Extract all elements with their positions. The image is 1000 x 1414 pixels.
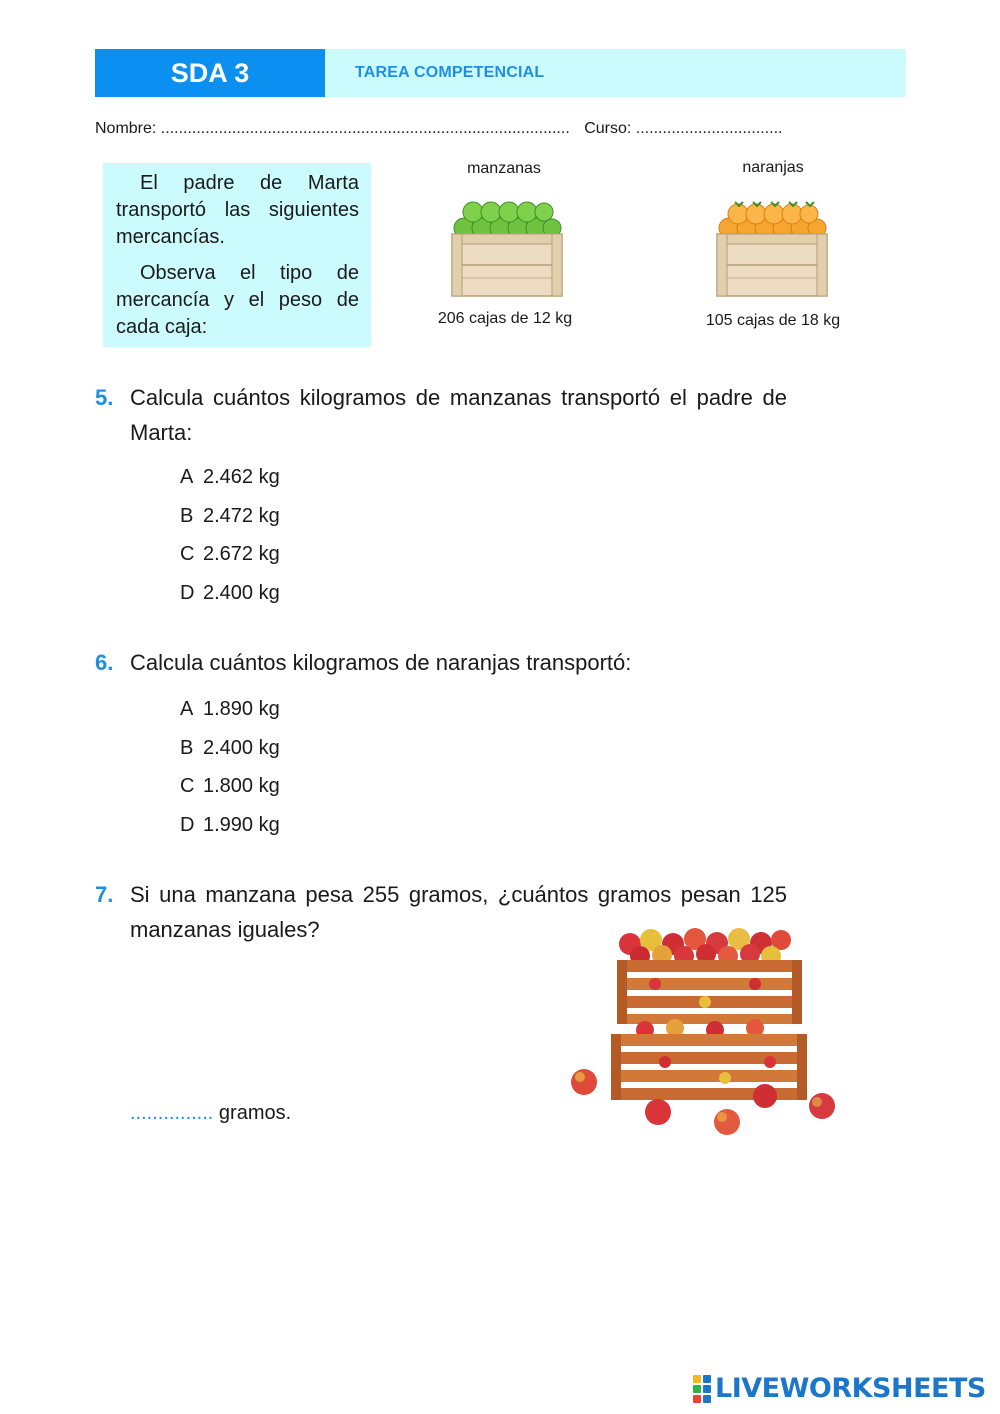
apple-crates-photo (565, 922, 845, 1144)
option-b[interactable]: B 2.400 kg (180, 736, 280, 759)
question-6-options (180, 698, 280, 853)
unit-code: SDA 3 (95, 49, 325, 97)
option-d[interactable]: D 1.990 kg (180, 814, 280, 837)
task-title: TAREA COMPETENCIAL (325, 49, 906, 97)
brand-logo-icon (693, 1375, 711, 1403)
liveworksheets-brand (693, 1373, 986, 1404)
question-number: 6. (95, 650, 114, 675)
option-a[interactable]: A 1.890 kg (180, 698, 280, 720)
intro-box (103, 163, 371, 347)
intro-paragraph-2: Observa el tipo de mercancía y el peso de cada caja: (116, 262, 359, 338)
question-number: 5. (95, 385, 114, 410)
question-5 (95, 380, 787, 450)
apples-label: manzanas (467, 160, 541, 177)
oranges-caption: 105 cajas de 18 kg (705, 312, 841, 329)
question-number: 7. (95, 882, 114, 907)
orange-crate-icon (713, 190, 831, 298)
apple-crate-icon (448, 190, 566, 298)
apple-fruits (454, 202, 561, 238)
name-field[interactable]: Nombre: ............................................................................................ (95, 120, 570, 137)
question-text: Si una manzana pesa 255 gramos, ¿cuántos gramos pesan 125 manzanas iguales? (130, 882, 787, 942)
question-5-options (180, 466, 280, 621)
question-text: Calcula cuántos kilogramos de naranjas transportó: (130, 650, 632, 675)
option-a[interactable]: A 2.462 kg (180, 466, 280, 488)
upper-crate (617, 960, 802, 1024)
option-c[interactable]: C 1.800 kg (180, 775, 280, 798)
student-info-line (95, 120, 782, 138)
orange-fruits (719, 202, 826, 238)
apples-caption: 206 cajas de 12 kg (437, 310, 573, 327)
option-c[interactable]: C 2.672 kg (180, 543, 280, 566)
answer-input[interactable]: ............... (130, 1102, 214, 1124)
intro-paragraph-1: El padre de Marta transportó las siguientes mercancías. (116, 172, 359, 248)
header-banner (95, 49, 906, 97)
oranges-label: naranjas (742, 159, 804, 176)
answer-unit: gramos. (218, 1102, 292, 1124)
brand-name: LIVEWORKSHEETS (715, 1373, 986, 1404)
option-b[interactable]: B 2.472 kg (180, 504, 280, 527)
course-field[interactable]: Curso: ................................. (584, 120, 783, 137)
question-6 (95, 645, 787, 680)
question-text: Calcula cuántos kilogramos de manzanas transportó el padre de Marta: (130, 385, 787, 445)
option-d[interactable]: D 2.400 kg (180, 582, 280, 605)
question-7-answer (130, 1102, 291, 1125)
lower-crate (611, 1034, 807, 1100)
